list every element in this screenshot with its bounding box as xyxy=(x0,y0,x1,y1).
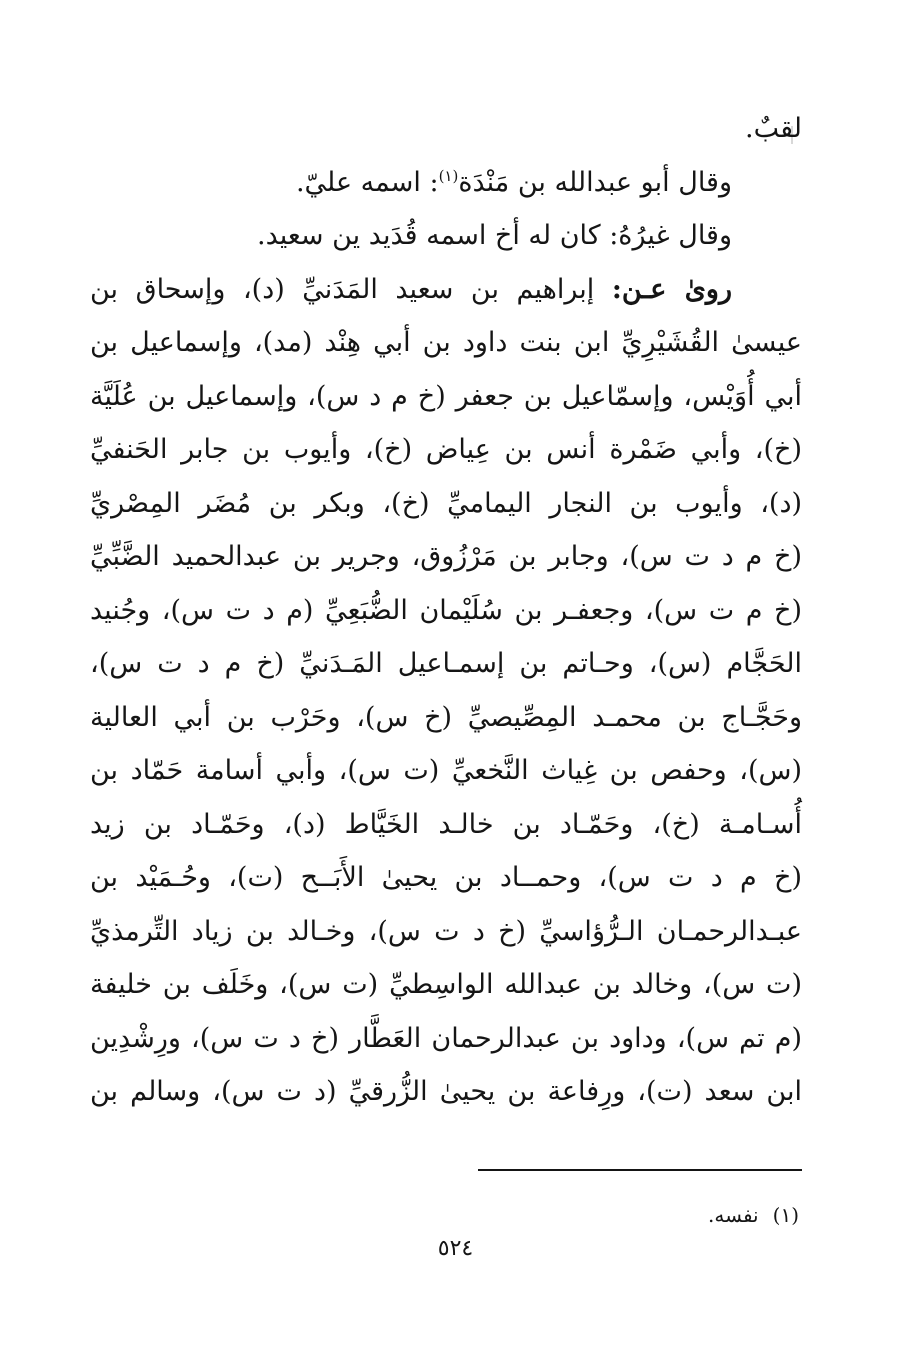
text-line: (د)، وأيوب بن النجار اليماميِّ (خ)، وبكر بن مُضَر المِصْريِّ xyxy=(90,487,802,519)
text-line xyxy=(90,156,802,210)
text-line: (م تم س)، وداود بن عبدالرحمان العَطَّار (خ د ت س)، ورِشْدِين xyxy=(90,1022,802,1054)
section-label: روىٰ عـن: xyxy=(611,273,732,305)
text-line: أُسـامـة (خ)، وحَمّـاد بن خالـد الخَيَّاط (د)، وحَمّـاد بن زيد xyxy=(90,808,802,840)
footnote-text: نفسه. xyxy=(708,1203,759,1227)
text-line: وحَجَّـاج بن محمـد المِصِّيصيِّ (خ س)، وحَرْب بن أبي العالية xyxy=(90,701,802,733)
text-line: (خ)، وأبي ضَمْرة أنس بن عِياض (خ)، وأيوب بن جابر الحَنفيِّ xyxy=(90,434,802,465)
text-line: الحَجَّام (س)، وحـاتم بن إسمـاعيل المَـدَنيِّ (خ م د ت س)، xyxy=(90,648,802,679)
text-line: أبي أُوَيْس، وإسمّاعيل بن جعفر (خ م د س)، وإسماعيل بن عُلَيَّة xyxy=(90,380,802,412)
footnote-divider xyxy=(478,1169,802,1171)
footnote-number: (١) xyxy=(772,1203,799,1227)
text-line: عبـدالرحمـان الـرُّؤاسيِّ (خ د ت س)، وخـالد بن زياد التِّرمذيِّ xyxy=(90,915,802,947)
footnote-reference: (١) xyxy=(438,166,459,185)
footnote xyxy=(708,1200,799,1230)
text-line: عيسىٰ القُشَيْرِيِّ ابن بنت داود بن أبي هِنْد (مد)، وإسماعيل بن xyxy=(90,327,802,358)
text-line: (ت س)، وخالد بن عبدالله الواسِطيِّ (ت س)، وخَلَف بن خليفة xyxy=(90,969,802,1000)
text-line: لقبٌ. xyxy=(745,113,802,144)
text-line: (س)، وحفص بن غِياث النَّخعيِّ (ت س)، وأبي أسامة حَمّاد بن xyxy=(90,755,802,786)
main-text xyxy=(90,102,802,1119)
text-segment: : اسمه عليّ. xyxy=(295,166,439,198)
text-segment: وقال أبو عبدالله بن مَنْدَة xyxy=(458,166,732,198)
text-segment: إبراهيم بن سعيد المَدَنيِّ (د)، وإسحاق بن xyxy=(90,273,612,305)
text-line: (خ م د ت س)، وجابر بن مَرْزُوق، وجرير بن عبدالحميد الضَّبِّيِّ xyxy=(90,541,802,572)
text-line xyxy=(90,263,802,317)
text-line: (خ م ت س)، وجعفـر بن سُلَيْمان الضُّبَعِيِّ (م د ت س)، وجُنيد xyxy=(90,594,802,626)
text-line: ابن سعد (ت)، ورِفاعة بن يحيىٰ الزُّرقيِّ (د ت س)، وسالم بن xyxy=(90,1076,802,1107)
text-line: (خ م د ت س)، وحمــاد بن يحيىٰ الأَبَــح (ت)، وحُـمَيْد بن xyxy=(90,862,802,893)
page-number: ٥٢٤ xyxy=(437,1236,474,1261)
text-line: وقال غيرُهُ: كان له أخ اسمه قُدَيد ين سعيد. xyxy=(257,220,732,251)
